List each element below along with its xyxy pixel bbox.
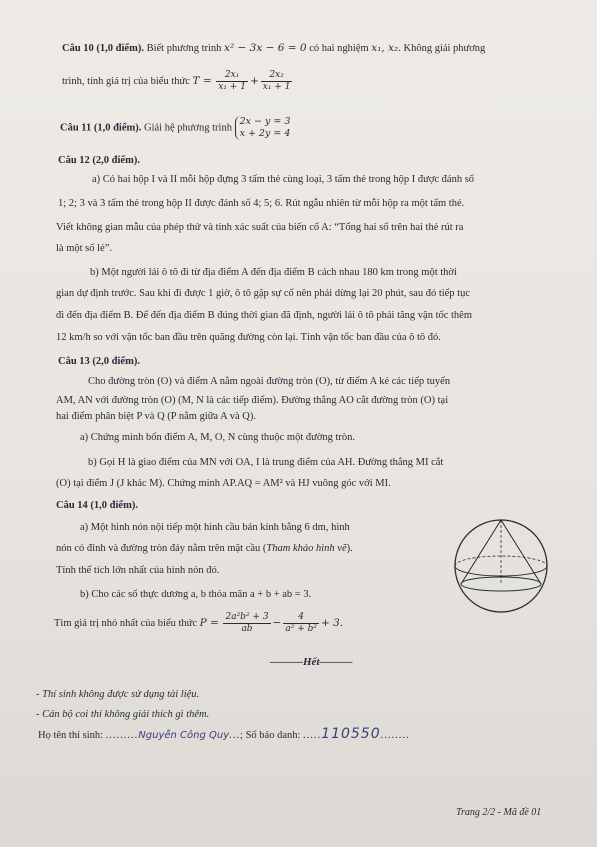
q10-plus: + xyxy=(249,74,259,87)
q12-b-line4: 12 km/h so với vận tốc ban đầu trên quãng đường còn lại. Tính vận tốc ban đầu của ô tô đó. xyxy=(56,332,441,343)
q10-line2 xyxy=(62,70,294,93)
q14-a2-end: ). xyxy=(346,543,353,554)
q10-fraction-2 xyxy=(261,70,293,93)
q10-T-label: T = xyxy=(192,74,212,87)
sphere-cone-figure xyxy=(452,516,550,616)
q14-a-line2 xyxy=(56,542,353,555)
q10-text2: trình, tính giá trị của biểu thức xyxy=(62,75,193,87)
q12-a-line1: a) Có hai hộp I và II mỗi hộp đựng 3 tấm thẻ cùng loại, 3 tấm thẻ trong hộp I được đánh số xyxy=(92,174,475,185)
q10-text: Biết phương trình xyxy=(143,43,225,54)
q14-a-line3: Tính thể tích lớn nhất của hình nón đó. xyxy=(56,565,220,576)
candidate-number-label: ; Số báo danh: xyxy=(240,730,304,741)
q13-b-line2: (O) tại điểm J (J khác M). Chứng minh AP.AQ = AM² và HJ vuông góc với MI. xyxy=(56,478,391,489)
q10-f2-den: x₁ + 1 xyxy=(262,82,291,92)
q10-f2-num: 2x₂ xyxy=(261,70,293,82)
candidate-name-label: Họ tên thí sinh: xyxy=(38,730,106,741)
q13-line1: Cho đường tròn (O) và điểm A nằm ngoài đường tròn (O), từ điểm A kẻ các tiếp tuyến xyxy=(88,376,451,387)
q11-heading: Câu 11 (1,0 điểm). xyxy=(60,122,142,134)
q10-f1-num: 2x₁ xyxy=(216,70,248,82)
name-dots-2: ... xyxy=(229,730,241,741)
number-dots: ..... xyxy=(303,730,322,741)
q11-text: Giải hệ phương trình xyxy=(141,122,235,134)
q12-heading: Câu 12 (2,0 điểm). xyxy=(58,155,140,166)
end-mark: ———Hết——— xyxy=(270,656,353,668)
page-footer: Trang 2/2 - Mã đề 01 xyxy=(456,807,542,818)
q10-text-end: . Không giải phương xyxy=(398,43,486,54)
q14-P-end: + 3. xyxy=(320,616,344,629)
q10-f1-den: x₁ + 1 xyxy=(218,82,246,92)
q13-a: a) Chứng minh bốn điểm A, M, O, N cùng thuộc một đường tròn. xyxy=(80,432,356,443)
q11-line xyxy=(60,116,290,140)
q12-b-line2: gian dự định trước. Sau khi đi được 1 giờ, ô tô gặp sự cố nên phải dừng lại 20 phút, sau đó tiếp tục xyxy=(56,288,471,299)
number-dots-2: ........ xyxy=(380,730,410,741)
end-mark-text: Hết xyxy=(303,656,320,668)
note-2: - Cán bộ coi thi không giải thích gì thêm. xyxy=(36,709,210,720)
q10-roots: x₁, x₂ xyxy=(371,42,399,54)
q14-a2-start: nón có đỉnh và đường tròn đáy nằm trên mặt cầu ( xyxy=(56,543,267,554)
q11-eq2: x + 2y = 4 xyxy=(239,128,291,139)
q12-a-line4: là một số lẻ”. xyxy=(56,243,112,254)
q12-a-line2: 1; 2; 3 và 3 tấm thẻ trong hộp II được đánh số 4; 5; 6. Rút ngẫu nhiên từ mỗi hộp ra một tấm thẻ. xyxy=(58,198,465,209)
q14-minus: − xyxy=(272,616,282,629)
q10-text-mid: có hai nghiệm xyxy=(306,43,372,54)
q13-b-line1: b) Gọi H là giao điểm của MN với OA, I là trung điểm của AH. Đường thẳng MI cắt xyxy=(88,457,444,468)
q14-fraction-2 xyxy=(283,612,319,635)
q11-eq1: 2x − y = 3 xyxy=(239,116,291,127)
q12-a-line3: Viết không gian mẫu của phép thử và tính xác suất của biến cố A: “Tổng hai số trên hai thẻ rút ra xyxy=(56,222,464,233)
note-1: - Thí sinh không được sử dụng tài liệu. xyxy=(36,689,200,700)
cone-side-left xyxy=(461,520,501,584)
q10-heading: Câu 10 (1,0 điểm). xyxy=(62,43,144,54)
q14-f2-num: 4 xyxy=(283,612,319,624)
q14-P-label: P = xyxy=(199,616,219,629)
q14-fraction-1 xyxy=(223,612,270,635)
name-dots: ......... xyxy=(105,730,139,741)
q12-b-line1: b) Một người lái ô tô đi từ địa điểm A đến địa điểm B cách nhau 180 km trong một thời xyxy=(90,267,457,278)
q14-a2-italic: Tham khảo hình vẽ xyxy=(266,543,347,554)
cone-side-right xyxy=(501,520,541,584)
q14-f2-den: a² + b² xyxy=(285,624,317,634)
q14-heading: Câu 14 (1,0 điểm). xyxy=(56,500,138,511)
q13-heading: Câu 13 (2,0 điểm). xyxy=(58,356,140,367)
q14-b-line2 xyxy=(54,612,343,635)
q12-b-line3: đi đến địa điểm B. Để đến địa điểm B đúng thời gian đã định, người lái ô tô phải tăng vận tốc thêm xyxy=(56,310,473,321)
q13-line2: AM, AN với đường tròn (O) (M, N là các tiếp điểm). Đường thẳng AO cắt đường tròn (O) tại xyxy=(56,395,449,406)
q10-line1 xyxy=(62,42,485,55)
q11-system xyxy=(235,116,291,140)
q14-f1-num: 2a²b² + 3 xyxy=(225,612,269,622)
candidate-line xyxy=(38,728,410,742)
candidate-name-value: Nguyễn Công Quy xyxy=(138,730,230,741)
q14-a-line1: a) Một hình nón nội tiếp một hình cầu bán kính bằng 6 dm, hình xyxy=(80,522,350,533)
q14-b2-text: Tìm giá trị nhỏ nhất của biểu thức xyxy=(54,617,200,629)
q10-equation: x² − 3x − 6 = 0 xyxy=(224,42,307,54)
candidate-number-value: 110550 xyxy=(321,726,381,742)
q10-fraction-1 xyxy=(216,70,248,93)
q13-line3: hai điểm phân biệt P và Q (P nằm giữa A và Q). xyxy=(56,411,257,422)
q14-b-line1: b) Cho các số thực dương a, b thỏa mãn a + b + ab = 3. xyxy=(80,589,312,600)
q14-f1-den: ab xyxy=(241,624,253,634)
